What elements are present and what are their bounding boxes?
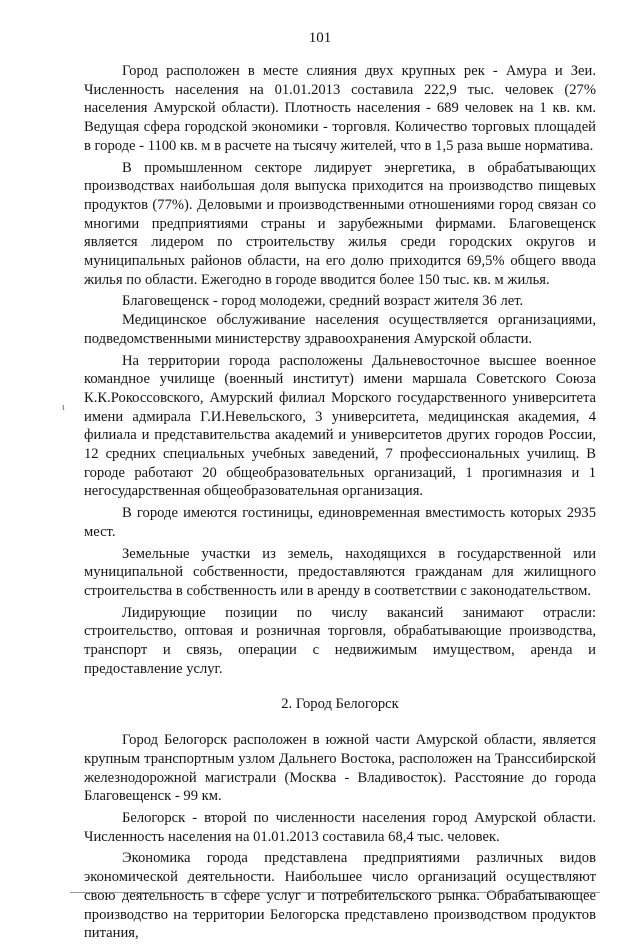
paragraph-belogorsk-economy: Экономика города представлена предприятиями различных видов экономической деятельности. Наибольшее число организаций осуществляют свою деятельность в сфере услуг и потребительского рынка. Обрабатывающее производство на территории Белогорска представлено производством продуктов питания, [84,850,596,942]
paragraph-hotels: В городе имеются гостиницы, единовременная вместимость которых 2935 мест. [84,505,596,540]
paragraph-industry: В промышленном секторе лидирует энергетика, в обрабатывающих производствах наибольшая доля выпуска приходится на производство пищевых продуктов (77%). Деловыми и производственными отношениями город связан со многими предприятиями страны и зарубежными фирмами. Благовещенск является лидером по строительству жилья среди городских округов и муниципальных районов области, на его долю приходится 69,5% общего ввода жилья по области. Ежегодно в городе вводится более 150 тыс. кв. м жилья. [84,159,596,288]
page-number: 101 [308,30,332,46]
paragraph-city-overview: Город расположен в месте слияния двух крупных рек - Амура и Зеи. Численность населения на 01.01.2013 составила 222,9 тыс. человек (27% населения Амурской области). Плотность населения - 689 человек на 1 кв. км. Ведущая сфера городской экономики - торговля. Количество торговых площадей в городе - 1100 кв. м в расчете на тысячу жителей, что в 1,5 раза выше норматива. [84,63,596,154]
paragraph-vacancies: Лидирующие позиции по числу вакансий занимают отрасли: строительство, оптовая и розничная торговля, обрабатывающие производства, транспорт и связь, операции с недвижимым имуществом, аренда и предоставление услуг. [84,604,596,677]
paragraph-belogorsk-population: Белогорск - второй по численности населения город Амурской области. Численность населения на 01.01.2013 составила 68,4 тыс. человек. [84,810,596,845]
paragraph-land: Земельные участки из земель, находящихся в государственной или муниципальной собственности, предоставляются гражданам для жилищного строительства в собственность или в аренду в соответствии с законодательством. [84,545,596,599]
scan-edge-line [70,892,600,893]
paragraph-belogorsk-location: Город Белогорск расположен в южной части Амурской области, является крупным транспортным узлом Дальнего Востока, расположен на Транссибирской железнодорожной магистрали (Москва - Владивосток). Расстояние до города Благовещенск - 99 км. [84,732,596,805]
document-body [84,62,596,946]
paragraph-youth: Благовещенск - город молодежи, средний возраст жителя 36 лет. [122,293,524,310]
margin-mark: ι [62,402,65,413]
section-title: 2. Город Белогорск [281,695,399,712]
paragraph-healthcare: Медицинское обслуживание населения осуществляется организациями, подведомственными министерству здравоохранения Амурской области. [84,312,596,347]
paragraph-education: На территории города расположены Дальневосточное высшее военное командное училище (военный институт) имени маршала Советского Союза К.К.Рокоссовского, Амурский филиал Морского государственного университета имени адмирала Г.И.Невельского, 3 университета, медицинская академия, 4 филиала и представительства академий и университетов других городов России, 12 средних специальных учебных заведений, 7 профессиональных училищ. В городе работают 20 общеобразовательных организаций, 1 прогимназия и 1 негосударственная общеобразовательная организация. [84,352,596,500]
